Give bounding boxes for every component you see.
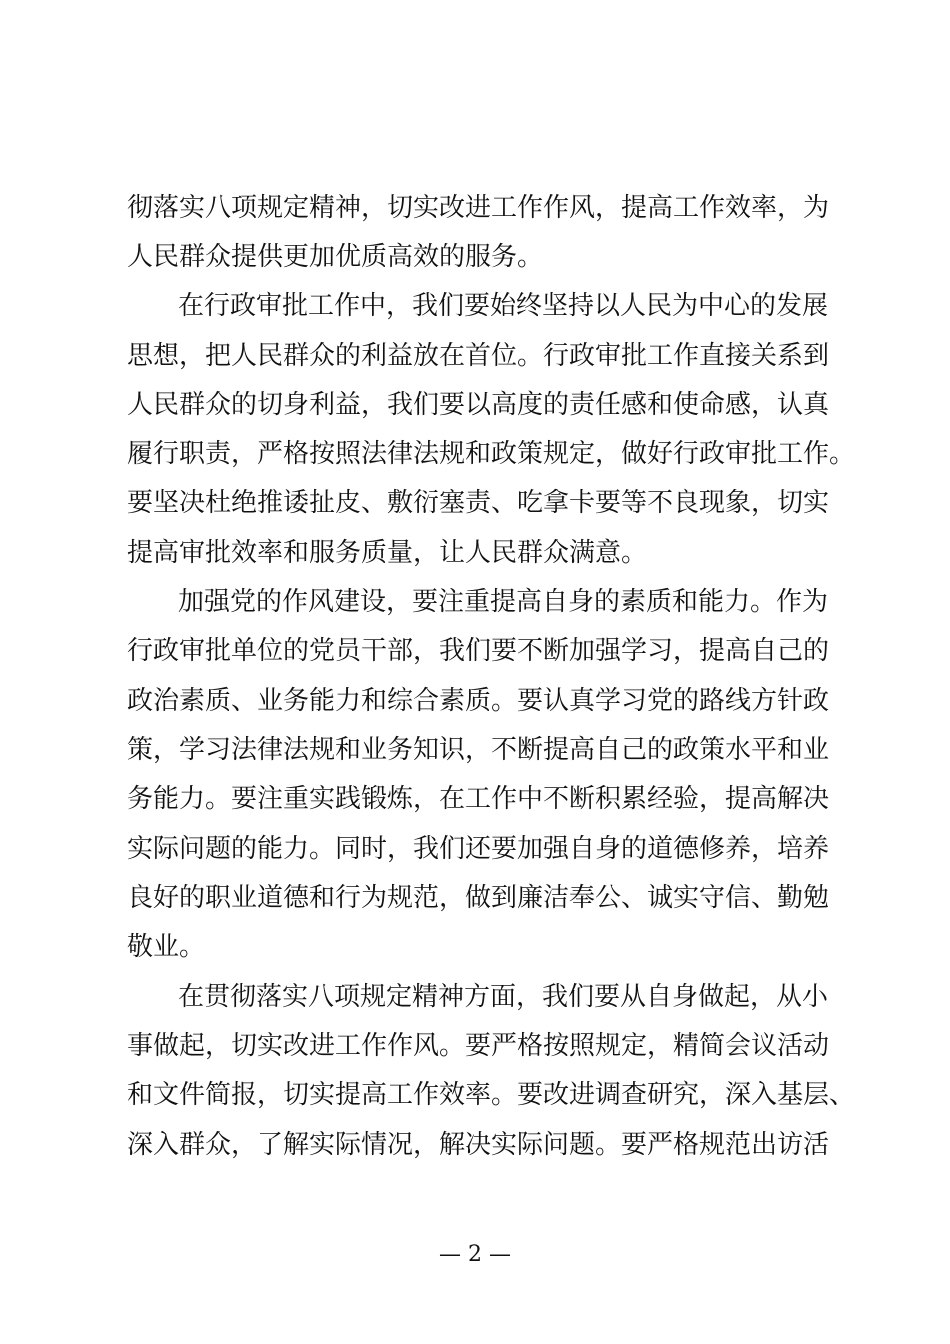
paragraph-first-line: 在贯彻落实八项规定精神方面，我们要从自身做起，从小 — [178, 982, 829, 1012]
text-line: 人民群众的切身利益，我们要以高度的责任感和使命感，认真 — [127, 390, 830, 420]
text-line: 和文件简报，切实提高工作效率。要改进调查研究，深入基层、 — [127, 1080, 856, 1110]
page-number: — 2 — — [439, 1242, 511, 1267]
text-line: 要坚决杜绝推诿扯皮、敷衍塞责、吃拿卡要等不良现象，切实 — [127, 488, 830, 518]
text-line: 彻落实八项规定精神，切实改进工作作风，提高工作效率，为 — [127, 193, 830, 223]
text-line: 务能力。要注重实践锻炼，在工作中不断积累经验，提高解决 — [127, 784, 830, 814]
text-line: 敬业。 — [127, 932, 206, 962]
text-line: 政治素质、业务能力和综合素质。要认真学习党的路线方针政 — [127, 686, 830, 716]
paragraph-first-line: 加强党的作风建设，要注重提高自身的素质和能力。作为 — [178, 587, 829, 617]
text-line: 实际问题的能力。同时，我们还要加强自身的道德修养，培养 — [127, 834, 830, 864]
paragraph-first-line: 在行政审批工作中，我们要始终坚持以人民为中心的发展 — [178, 291, 829, 321]
text-line: 深入群众，了解实际情况，解决实际问题。要严格规范出访活 — [127, 1130, 830, 1160]
text-line: 行政审批单位的党员干部，我们要不断加强学习，提高自己的 — [127, 636, 830, 666]
text-line: 良好的职业道德和行为规范，做到廉洁奉公、诚实守信、勤勉 — [127, 883, 830, 913]
text-line: 提高审批效率和服务质量，让人民群众满意。 — [127, 538, 648, 568]
text-line: 策，学习法律法规和业务知识，不断提高自己的政策水平和业 — [127, 735, 830, 765]
text-line: 人民群众提供更加优质高效的服务。 — [127, 242, 544, 272]
text-line: 思想，把人民群众的利益放在首位。行政审批工作直接关系到 — [127, 341, 830, 371]
text-line: 事做起，切实改进工作作风。要严格按照规定，精简会议活动 — [127, 1031, 830, 1061]
text-line: 履行职责，严格按照法律法规和政策规定，做好行政审批工作。 — [127, 439, 856, 469]
